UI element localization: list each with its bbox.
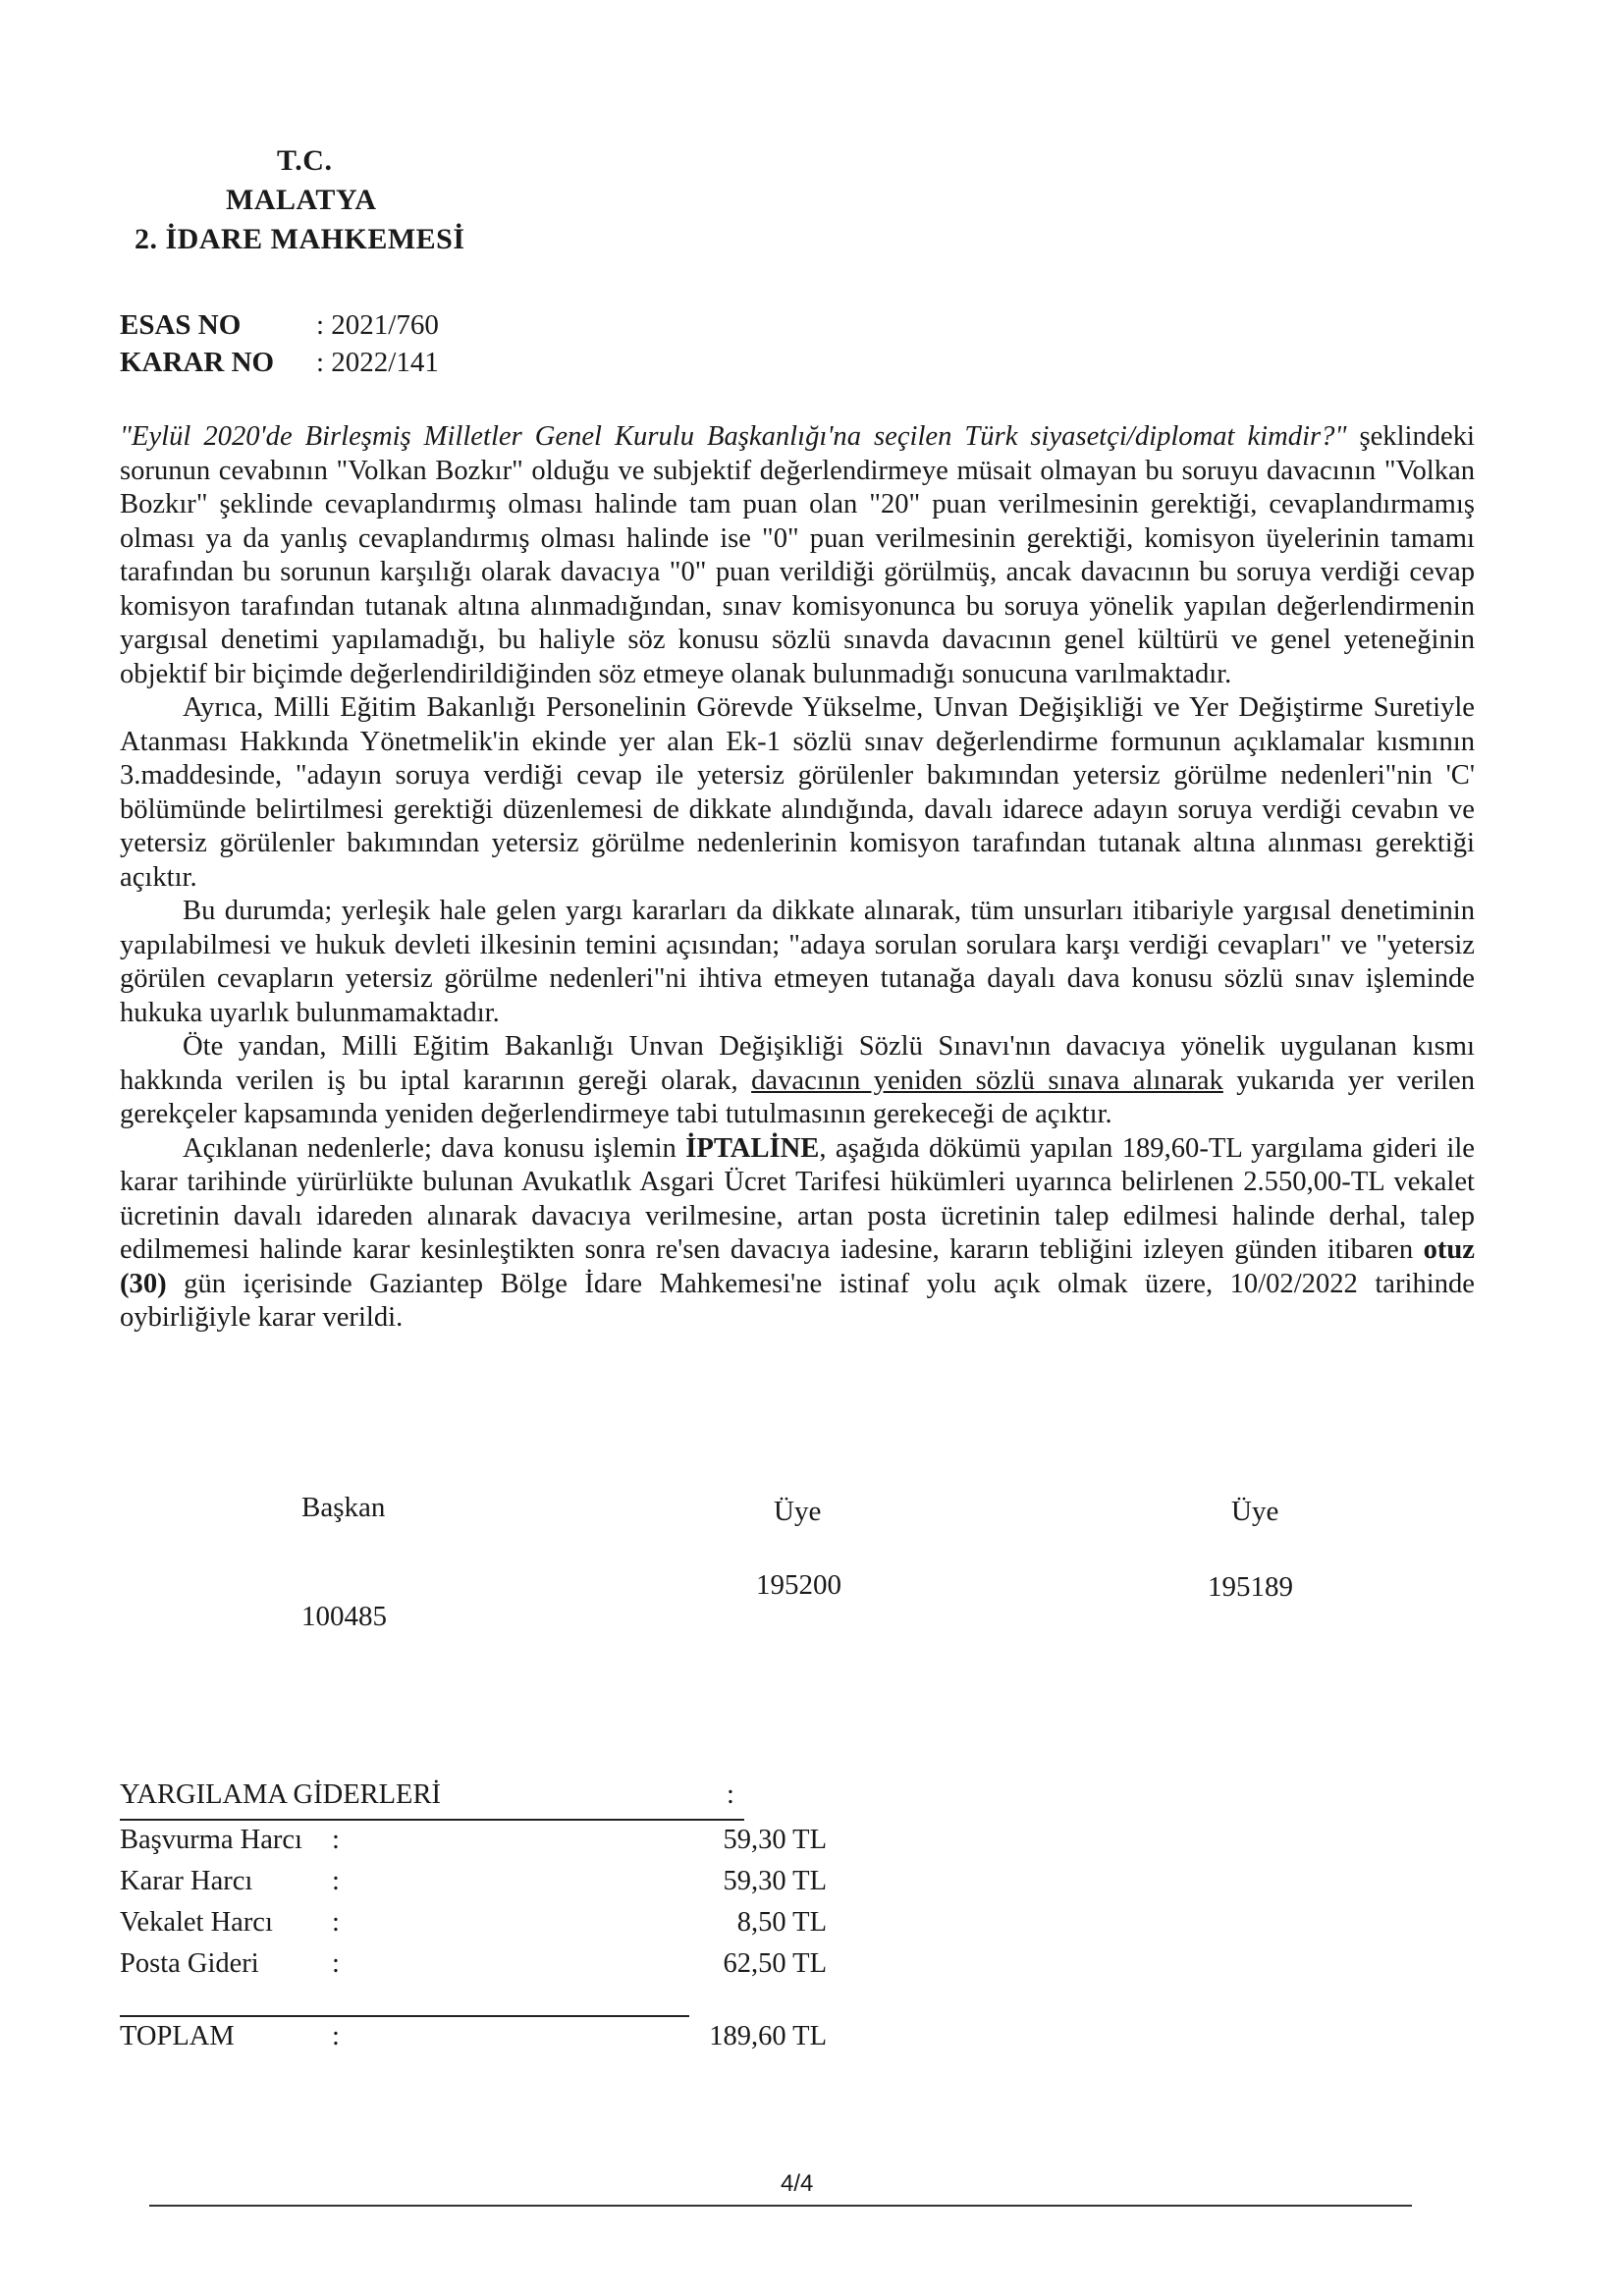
cost-colon: : bbox=[332, 1907, 340, 1938]
paragraph-1-text: şeklindeki sorunun cevabının "Volkan Bozkır" olduğu ve subjektif değerlendirmeye müsait olmayan bu soruyu davacının "Volkan Bozkır" şeklinde cevaplandırmış olması halinde tam puan olan "20" puan verilmesinin gerektiği, cevaplandırmamış olması ya da yanlış cevaplandırmış olması halinde ise "0" puan verilmesinin gerektiği, komisyon üyelerinin tamamı tarafından bu sorunun karşılığı olarak davacıya "0" puan verildiği görülmüş, ancak davacının bu soruya verdiği cevap komisyon tarafından tutanak altına alınmadığından, sınav komisyonunca bu soruya yönelik yapılan değerlendirmenin yargısal denetimi yapılamadığı, bu haliyle söz konusu sözlü sınavda davacının genel kültürü ve genel yeteneğinin objektif bir biçimde değerlendirildiğinden söz etmeye olanak bulunmadığı sonucuna varılmaktadır. bbox=[120, 421, 1475, 689]
cost-colon: : bbox=[332, 1825, 340, 1855]
iptal-bold: İPTALİNE bbox=[685, 1132, 820, 1164]
underlined-phrase: davacının yeniden sözlü sınava alınarak bbox=[751, 1065, 1223, 1096]
esas-value: : 2021/760 bbox=[316, 309, 439, 341]
signature-uye-2: Üye bbox=[1231, 1496, 1279, 1527]
costs-table bbox=[120, 1779, 827, 2058]
signature-id-uye-1: 195200 bbox=[756, 1569, 841, 1601]
cost-amount: 8,50 TL bbox=[736, 1907, 827, 1938]
footer-divider bbox=[149, 2205, 1412, 2207]
paragraph-5-text-b: , aşağıda dökümü yapılan 189,60-TL yargılama gideri ile karar tarihinde yürürlükte bulunan Avukatlık Asgari Ücret Tarifesi hükümleri uyarınca belirlenen 2.550,00-TL vekalet ücretinin davalı idareden alınarak davacıya verilmesine, artan posta ücretinin talep edilmesi halinde derhal, talep edilmemesi halinde karar kesinleştikten sonra re'sen davacıya iadesine, kararın tebliğini izleyen günden itibaren bbox=[120, 1132, 1475, 1265]
total-amount: 189,60 TL bbox=[709, 2021, 827, 2051]
signature-id-uye-2: 195189 bbox=[1208, 1571, 1293, 1603]
cost-label: Başvurma Harcı bbox=[120, 1825, 302, 1855]
total-row bbox=[120, 2017, 827, 2058]
signature-id-baskan: 100485 bbox=[301, 1601, 387, 1632]
header-tc: T.C. bbox=[277, 144, 333, 177]
signature-uye-1: Üye bbox=[774, 1496, 822, 1527]
esas-no bbox=[120, 308, 439, 342]
cost-row bbox=[120, 1821, 827, 1862]
paragraph-2: Ayrıca, Milli Eğitim Bakanlığı Personelinin Görevde Yükselme, Unvan Değişikliği ve Yer Değiştirme Suretiyle Atanması Hakkında Yönetmelik'in ekinde yer alan Ek-1 sözlü sınav değerlendirme formunun açıklamalar kısmının 3.maddesinde, "adayın soruya verdiği cevap ile yetersiz görülenler bakımından yetersiz görülme nedenleri"nin 'C' bölümünde belirtilmesi gerektiği düzenlemesi de dikkate alındığında, davalı idarece adayın soruya verdiği cevabın ve yetersiz görülenler bakımından yetersiz görülme nedenlerinin komisyon tarafından tutanak altına alınması gerektiği açıktır. bbox=[120, 692, 1475, 893]
total-label: TOPLAM bbox=[120, 2021, 235, 2051]
header-city: MALATYA bbox=[226, 184, 377, 216]
cost-label: Vekalet Harcı bbox=[120, 1907, 273, 1938]
paragraph-1 bbox=[120, 420, 1475, 691]
costs-title-row bbox=[120, 1779, 744, 1821]
cost-amount: 59,30 TL bbox=[723, 1866, 827, 1896]
cost-label: Posta Gideri bbox=[120, 1948, 259, 1979]
cost-colon: : bbox=[332, 1948, 340, 1979]
paragraph-4-text-a: Öte yandan, Milli Eğitim Bakanlığı Unvan Değişikliği Sözlü Sınavı'nın davacıya yönelik uygulanan kısmı hakkında verilen iş bu iptal kararının gereği olarak, bbox=[120, 1031, 1475, 1096]
karar-label: KARAR NO bbox=[120, 347, 275, 378]
cost-label: Karar Harcı bbox=[120, 1866, 253, 1896]
signature-baskan: Başkan bbox=[301, 1492, 386, 1523]
cost-colon: : bbox=[332, 1866, 340, 1896]
paragraph-5 bbox=[120, 1132, 1475, 1336]
paragraph-5-text-c: gün içerisinde Gaziantep Bölge İdare Mahkemesi'ne istinaf yolu açık olmak üzere, 10/02/2022 tarihinde oybirliğiyle karar verildi. bbox=[120, 1268, 1475, 1333]
paragraph-5-text-a: Açıklanan nedenlerle; dava konusu işlemin bbox=[183, 1132, 686, 1164]
karar-value: : 2022/141 bbox=[316, 347, 439, 378]
paragraph-4-text-b: yukarıda yer verilen gerekçeler kapsamında yeniden değerlendirmeye tabi tutulmasının gerekeceği de açıktır. bbox=[120, 1065, 1475, 1129]
paragraph-3: Bu durumda; yerleşik hale gelen yargı kararları da dikkate alınarak, tüm unsurları itibariyle yargısal denetiminin yapılabilmesi ve hukuk devleti ilkesinin temini açısından; "adaya sorulan sorulara karşı verdiği cevapları" ve "yetersiz görülen cevapların yetersiz görülme nedenleri"ni ihtiva etmeyen tutanağa dayalı dava konusu sözlü sınav işleminde hukuka uyarlık bulunmamaktadır. bbox=[120, 896, 1475, 1028]
total-colon: : bbox=[332, 2021, 340, 2051]
page-number: 4/4 bbox=[781, 2170, 814, 2197]
esas-label: ESAS NO bbox=[120, 309, 242, 341]
cost-row bbox=[120, 1944, 827, 1986]
cost-amount: 62,50 TL bbox=[723, 1948, 827, 1979]
costs-title-colon: : bbox=[727, 1779, 734, 1810]
question-quote: "Eylül 2020'de Birleşmiş Milletler Genel Kurulu Başkanlığı'na seçilen Türk siyasetçi/diplomat kimdir?" bbox=[120, 421, 1347, 452]
header-court: 2. İDARE MAHKEMESİ bbox=[135, 223, 465, 255]
paragraph-4 bbox=[120, 1030, 1475, 1132]
karar-no bbox=[120, 346, 439, 379]
costs-title: YARGILAMA GİDERLERİ bbox=[120, 1779, 441, 1810]
cost-row bbox=[120, 1862, 827, 1903]
cost-row bbox=[120, 1903, 827, 1944]
cost-amount: 59,30 TL bbox=[723, 1825, 827, 1855]
otuz-bold: otuz (30) bbox=[120, 1234, 1475, 1299]
decision-body bbox=[120, 420, 1475, 1336]
